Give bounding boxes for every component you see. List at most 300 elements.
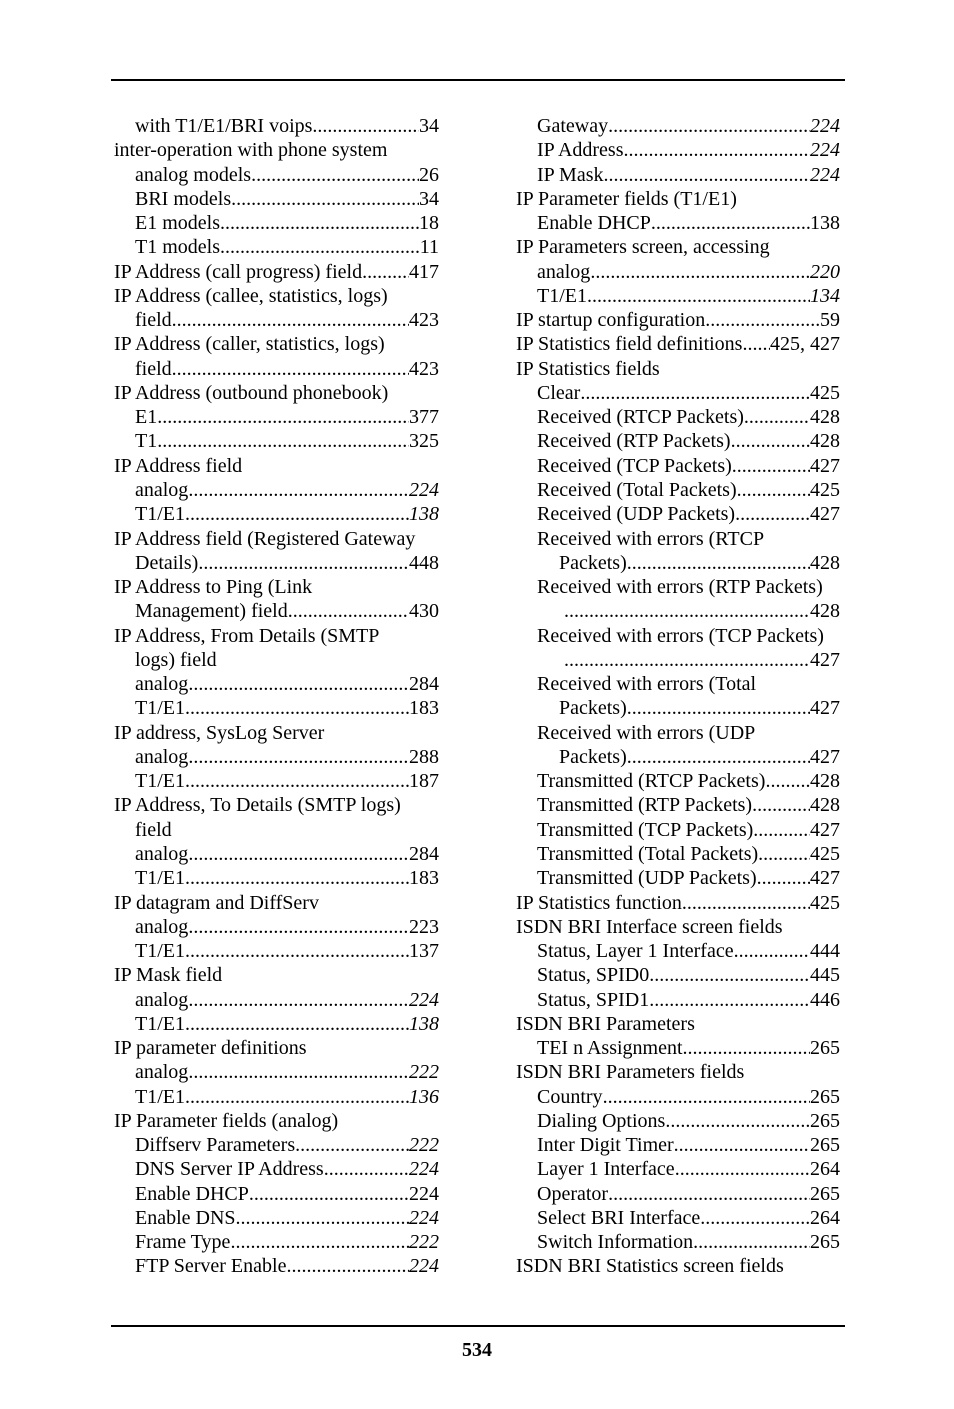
index-entry	[114, 114, 439, 138]
index-entry-label: Status, SPID1	[537, 988, 650, 1011]
dot-leader	[757, 866, 810, 890]
dot-leader	[362, 260, 409, 284]
index-entry-label: Layer 1 Interface	[537, 1158, 675, 1181]
index-entry-page: 428	[810, 770, 840, 793]
index-entry	[114, 1109, 439, 1133]
index-entry-label: E1 models	[135, 212, 220, 235]
index-entry	[114, 478, 439, 502]
index-entry-page: 265	[810, 1109, 840, 1132]
index-entry-label: field	[135, 357, 172, 380]
index-entry-label: Transmitted (Total Packets)	[537, 842, 759, 865]
index-entry-label: IP Parameters screen, accessing	[516, 236, 770, 259]
index-entry-label: IP Address to Ping (Link	[114, 576, 313, 599]
dot-leader	[693, 1230, 810, 1254]
index-entry	[516, 842, 840, 866]
index-entry-label: field	[135, 818, 172, 841]
index-entry-label: Switch Information	[537, 1231, 694, 1254]
index-entry-page: 288	[409, 745, 439, 768]
index-entry-label: Transmitted (RTP Packets)	[537, 794, 753, 817]
index-entry	[516, 114, 840, 138]
index-column-left	[114, 114, 439, 1279]
index-entry-page: 427	[810, 503, 840, 526]
index-entry	[516, 187, 840, 211]
dot-leader	[236, 1206, 409, 1230]
dot-leader	[185, 1012, 409, 1036]
index-entry-page: 428	[810, 430, 840, 453]
dot-leader	[188, 915, 409, 939]
index-entry	[516, 1230, 840, 1254]
index-entry-label: Received (UDP Packets)	[537, 503, 736, 526]
index-entry	[114, 575, 439, 599]
dot-leader	[185, 769, 409, 793]
index-entry	[516, 891, 840, 915]
index-entry	[114, 1036, 439, 1060]
index-entry-page: 417	[409, 260, 439, 283]
index-entry-label: analog	[135, 915, 189, 938]
index-entry-page: 183	[409, 867, 439, 890]
index-entry-label: T1/E1	[135, 1085, 185, 1108]
dot-leader	[188, 478, 409, 502]
index-entry-label: Received with errors (RTCP	[537, 527, 765, 550]
dot-leader	[753, 818, 810, 842]
index-entry-label: analog	[135, 673, 189, 696]
index-entry	[114, 284, 439, 308]
index-entry	[114, 891, 439, 915]
index-entry-page: 448	[409, 551, 439, 574]
index-entry	[516, 284, 840, 308]
index-entry-label: Transmitted (RTCP Packets)	[537, 770, 766, 793]
index-entry-page: 224	[409, 478, 439, 501]
index-entry-label: Inter Digit Timer	[537, 1134, 674, 1157]
dot-leader	[603, 163, 810, 187]
index-entry	[516, 866, 840, 890]
index-entry-label: T1/E1	[135, 1012, 185, 1035]
index-entry-label: Transmitted (UDP Packets)	[537, 867, 757, 890]
index-entry-label: Enable DHCP	[537, 212, 651, 235]
index-entry-label: IP startup configuration	[516, 309, 706, 332]
dot-leader	[735, 502, 810, 526]
index-entry	[114, 769, 439, 793]
dot-leader	[742, 332, 770, 356]
dot-leader	[188, 745, 409, 769]
dot-leader	[590, 260, 810, 284]
dot-leader	[665, 1109, 810, 1133]
index-entry	[516, 478, 840, 502]
index-entry-label: Dialing Options	[537, 1109, 666, 1132]
index-entry	[114, 1060, 439, 1084]
index-entry	[516, 988, 840, 1012]
dot-leader	[580, 381, 810, 405]
index-entry	[516, 672, 840, 696]
index-entry-label: analog	[135, 478, 189, 501]
index-entry	[516, 429, 840, 453]
index-entry-label: IP Address (call progress) field	[114, 260, 363, 283]
index-entry	[516, 308, 840, 332]
index-entry	[114, 1012, 439, 1036]
dot-leader	[324, 1157, 409, 1181]
index-entry-label: IP Address	[537, 139, 624, 162]
index-entry	[516, 138, 840, 162]
index-entry-page: 265	[810, 1182, 840, 1205]
index-entry-page: 427	[810, 648, 840, 671]
index-entry	[114, 211, 439, 235]
index-entry	[114, 1157, 439, 1181]
index-entry-page: 427	[810, 867, 840, 890]
index-entry-page: 265	[810, 1134, 840, 1157]
index-entry-label: IP parameter definitions	[114, 1037, 307, 1060]
index-entry-page: 428	[810, 600, 840, 623]
index-entry-page: 325	[409, 430, 439, 453]
index-entry-page: 59	[820, 309, 840, 332]
index-entry	[516, 915, 840, 939]
index-entry	[516, 235, 840, 259]
index-entry-page: 224	[409, 1255, 439, 1278]
index-entry-page: 224	[409, 1182, 439, 1205]
index-entry-label: E1	[135, 406, 158, 429]
index-entry-label: DNS Server IP Address	[135, 1158, 324, 1181]
index-entry	[114, 454, 439, 478]
index-entry-page: 425	[810, 478, 840, 501]
dot-leader	[737, 478, 810, 502]
index-entry-page: 224	[409, 988, 439, 1011]
dot-leader	[220, 235, 420, 259]
index-column-right	[516, 114, 840, 1279]
index-entry-label: ISDN BRI Interface screen fields	[516, 915, 783, 938]
index-entry-label: IP Address field	[114, 454, 243, 477]
index-entry-page: 224	[409, 1158, 439, 1181]
index-entry	[114, 793, 439, 817]
index-entry	[516, 648, 840, 672]
index-entry-label: Received with errors (TCP Packets)	[537, 624, 824, 647]
index-entry	[114, 599, 439, 623]
dot-leader	[752, 793, 810, 817]
index-entry-page: 446	[810, 988, 840, 1011]
index-entry	[516, 599, 840, 623]
dot-leader	[220, 211, 419, 235]
index-entry-label: Packets)	[559, 551, 627, 574]
dot-leader	[185, 696, 409, 720]
index-entry-label: T1/E1	[135, 503, 185, 526]
index-entry-label: IP Address (callee, statistics, logs)	[114, 284, 388, 307]
index-entry	[114, 138, 439, 162]
index-entry	[114, 1206, 439, 1230]
index-entry-page: 138	[409, 503, 439, 526]
index-entry-label: Received with errors (UDP	[537, 721, 756, 744]
dot-leader	[230, 1230, 409, 1254]
index-entry	[114, 163, 439, 187]
dot-leader	[731, 429, 810, 453]
index-entry	[114, 187, 439, 211]
index-entry	[114, 332, 439, 356]
dot-leader	[627, 745, 810, 769]
index-entry-page: 427	[810, 454, 840, 477]
index-entry	[114, 842, 439, 866]
index-entry	[516, 1085, 840, 1109]
index-entry-label: T1/E1	[135, 867, 185, 890]
index-entry-page: 223	[409, 915, 439, 938]
index-entry-label: Enable DNS	[135, 1206, 236, 1229]
index-entry-page: 134	[810, 284, 840, 307]
index-entry-label: Frame Type	[135, 1231, 231, 1254]
index-entry-label: Received with errors (RTP Packets)	[537, 576, 823, 599]
index-entry	[516, 721, 840, 745]
index-entry	[114, 648, 439, 672]
index-entry-page: 265	[810, 1085, 840, 1108]
dot-leader	[312, 114, 419, 138]
dot-leader	[682, 891, 810, 915]
index-entry-page: 425	[810, 842, 840, 865]
index-entry	[114, 235, 439, 259]
index-entry-label: Management) field	[135, 600, 288, 623]
dot-leader	[251, 163, 419, 187]
index-entry	[516, 939, 840, 963]
dot-leader	[185, 502, 409, 526]
index-entry-label: IP Mask	[537, 163, 604, 186]
index-entry-label: FTP Server Enable	[135, 1255, 287, 1278]
index-entry	[516, 624, 840, 648]
dot-leader	[674, 1133, 810, 1157]
index-entry-label: IP Address, From Details (SMTP	[114, 624, 380, 647]
dot-leader	[249, 1182, 409, 1206]
index-entry	[516, 454, 840, 478]
index-entry-label: Enable DHCP	[135, 1182, 249, 1205]
index-entry	[516, 1133, 840, 1157]
index-entry	[114, 1085, 439, 1109]
index-entry-page: 430	[409, 600, 439, 623]
dot-leader	[188, 1060, 409, 1084]
index-entry-page: 222	[409, 1231, 439, 1254]
index-entry-page: 11	[419, 236, 439, 259]
dot-leader	[608, 1182, 810, 1206]
dot-leader	[185, 866, 409, 890]
index-entry-label: Gateway	[537, 115, 609, 137]
index-entry-page: 427	[810, 818, 840, 841]
index-entry	[114, 357, 439, 381]
index-entry-page: 26	[419, 163, 439, 186]
index-entry-page: 265	[810, 1037, 840, 1060]
index-entry	[114, 381, 439, 405]
index-entry-label: BRI models	[135, 187, 232, 210]
index-entry-label: TEI n Assignment	[537, 1037, 683, 1060]
index-entry	[114, 502, 439, 526]
index-entry-page: 183	[409, 697, 439, 720]
dot-leader	[623, 138, 810, 162]
index-entry-label: T1	[135, 430, 158, 453]
index-entry-page: 138	[810, 212, 840, 235]
index-entry	[114, 939, 439, 963]
index-entry-label: Received (RTCP Packets)	[537, 406, 744, 429]
index-entry-label: T1/E1	[135, 697, 185, 720]
index-entry	[114, 818, 439, 842]
index-entry	[516, 551, 840, 575]
dot-leader	[765, 769, 810, 793]
dot-leader	[198, 551, 409, 575]
index-entry-label: IP datagram and DiffServ	[114, 891, 319, 914]
dot-leader	[188, 672, 409, 696]
dot-leader	[675, 1157, 810, 1181]
index-entry-page: 224	[810, 115, 840, 137]
index-entry-label: analog	[135, 988, 189, 1011]
footer-rule	[111, 1325, 845, 1327]
index-entry	[516, 745, 840, 769]
index-entry-label: analog	[537, 260, 591, 283]
dot-leader	[172, 357, 409, 381]
dot-leader	[603, 1085, 810, 1109]
index-entry-label: IP Statistics fields	[516, 357, 660, 380]
index-entry-page: 428	[810, 406, 840, 429]
index-entry-page: 284	[409, 842, 439, 865]
index-entry	[516, 332, 840, 356]
index-entry	[516, 527, 840, 551]
index-entry	[114, 672, 439, 696]
index-entry	[516, 696, 840, 720]
index-entry-label: IP Address, To Details (SMTP logs)	[114, 794, 401, 817]
index-entry-label: inter-operation with phone system	[114, 139, 388, 162]
index-entry-label: analog	[135, 842, 189, 865]
index-entry	[516, 1254, 840, 1278]
index-entry-label: IP address, SysLog Server	[114, 721, 325, 744]
index-entry-label: Received with errors (Total	[537, 673, 757, 696]
index-entry-page: 224	[810, 139, 840, 162]
index-entry	[114, 308, 439, 332]
dot-leader	[172, 308, 409, 332]
dot-leader	[295, 1133, 409, 1157]
dot-leader	[649, 988, 810, 1012]
index-entry	[114, 527, 439, 551]
index-entry-label: Received (TCP Packets)	[537, 454, 732, 477]
index-entry	[516, 793, 840, 817]
index-entry	[516, 1060, 840, 1084]
index-entry-page: 445	[810, 964, 840, 987]
index-entry-label: Packets)	[559, 745, 627, 768]
index-entry	[114, 1230, 439, 1254]
index-entry	[114, 551, 439, 575]
index-entry-label: Received (Total Packets)	[537, 478, 737, 501]
index-entry-page: 136	[409, 1085, 439, 1108]
index-entry	[114, 260, 439, 284]
index-entry-label: Status, SPID0	[537, 964, 650, 987]
index-entry	[516, 1182, 840, 1206]
index-entry-page: 444	[810, 940, 840, 963]
index-entry	[516, 1036, 840, 1060]
dot-leader	[651, 211, 810, 235]
index-entry	[114, 745, 439, 769]
dot-leader	[758, 842, 810, 866]
dot-leader	[683, 1036, 810, 1060]
index-entry-page: 284	[409, 673, 439, 696]
index-entry-label: IP Statistics function	[516, 891, 682, 914]
index-entry	[516, 818, 840, 842]
dot-leader	[188, 842, 409, 866]
index-entry-page: 428	[810, 551, 840, 574]
index-entry	[114, 624, 439, 648]
dot-leader	[587, 284, 810, 308]
dot-leader	[185, 1085, 409, 1109]
index-entry	[516, 211, 840, 235]
dot-leader	[744, 405, 810, 429]
index-entry-label: T1/E1	[135, 940, 185, 963]
index-entry	[516, 769, 840, 793]
index-entry-page: 264	[810, 1158, 840, 1181]
dot-leader	[700, 1206, 810, 1230]
index-entry	[516, 260, 840, 284]
dot-leader	[705, 308, 820, 332]
dot-leader	[732, 454, 810, 478]
index-entry	[516, 963, 840, 987]
index-entry	[114, 963, 439, 987]
index-entry-label: Clear	[537, 381, 581, 404]
index-entry-label: IP Address field (Registered Gateway	[114, 527, 416, 550]
index-entry	[516, 357, 840, 381]
index-entry	[516, 502, 840, 526]
index-entry-page: 224	[409, 1206, 439, 1229]
index-entry-page: 224	[810, 163, 840, 186]
index-entry-page: 222	[409, 1061, 439, 1084]
index-entry-label: IP Mask field	[114, 964, 223, 987]
dot-leader	[188, 988, 409, 1012]
dot-leader	[231, 187, 419, 211]
index-entry-page: 423	[409, 357, 439, 380]
index-entry-label: T1/E1	[537, 284, 587, 307]
index-entry-page: 264	[810, 1206, 840, 1229]
index-entry-page: 222	[409, 1134, 439, 1157]
index-entry	[114, 1133, 439, 1157]
index-entry-page: 34	[419, 115, 439, 137]
index-entry-page: 425	[810, 381, 840, 404]
index-entry-page: 138	[409, 1012, 439, 1035]
index-entry	[516, 1157, 840, 1181]
index-entry-label: Operator	[537, 1182, 609, 1205]
index-entry	[516, 575, 840, 599]
index-entry	[114, 429, 439, 453]
index-entry	[114, 696, 439, 720]
index-entry-page: 428	[810, 794, 840, 817]
index-entry-page: 18	[419, 212, 439, 235]
index-entry-label: IP Address (caller, statistics, logs)	[114, 333, 385, 356]
index-entry-label: logs) field	[135, 648, 217, 671]
index-entry-label: IP Parameter fields (analog)	[114, 1109, 339, 1132]
index-entry-label: T1/E1	[135, 770, 185, 793]
dot-leader	[564, 599, 810, 623]
index-entry-page: 265	[810, 1231, 840, 1254]
index-entry-label: ISDN BRI Parameters	[516, 1012, 695, 1035]
index-entry	[516, 1012, 840, 1036]
index-entry-label: field	[135, 309, 172, 332]
dot-leader	[564, 648, 810, 672]
index-entry-label: IP Statistics field definitions	[516, 333, 743, 356]
index-entry-page: 187	[409, 770, 439, 793]
index-entry-label: IP Parameter fields (T1/E1)	[516, 187, 737, 210]
index-entry	[114, 405, 439, 429]
dot-leader	[286, 1254, 409, 1278]
index-entry	[516, 381, 840, 405]
index-entry-label: Status, Layer 1 Interface	[537, 940, 734, 963]
index-entry-page: 377	[409, 406, 439, 429]
index-entry	[516, 1109, 840, 1133]
dot-leader	[627, 551, 810, 575]
dot-leader	[627, 696, 810, 720]
index-entry-label: Country	[537, 1085, 603, 1108]
index-entry	[516, 163, 840, 187]
index-entry	[114, 866, 439, 890]
index-entry	[516, 1206, 840, 1230]
index-entry-label: Select BRI Interface	[537, 1206, 701, 1229]
index-entry	[114, 1254, 439, 1278]
dot-leader	[157, 405, 409, 429]
index-entry-label: IP Address (outbound phonebook)	[114, 381, 389, 404]
index-entry-page: 427	[810, 745, 840, 768]
dot-leader	[649, 963, 810, 987]
